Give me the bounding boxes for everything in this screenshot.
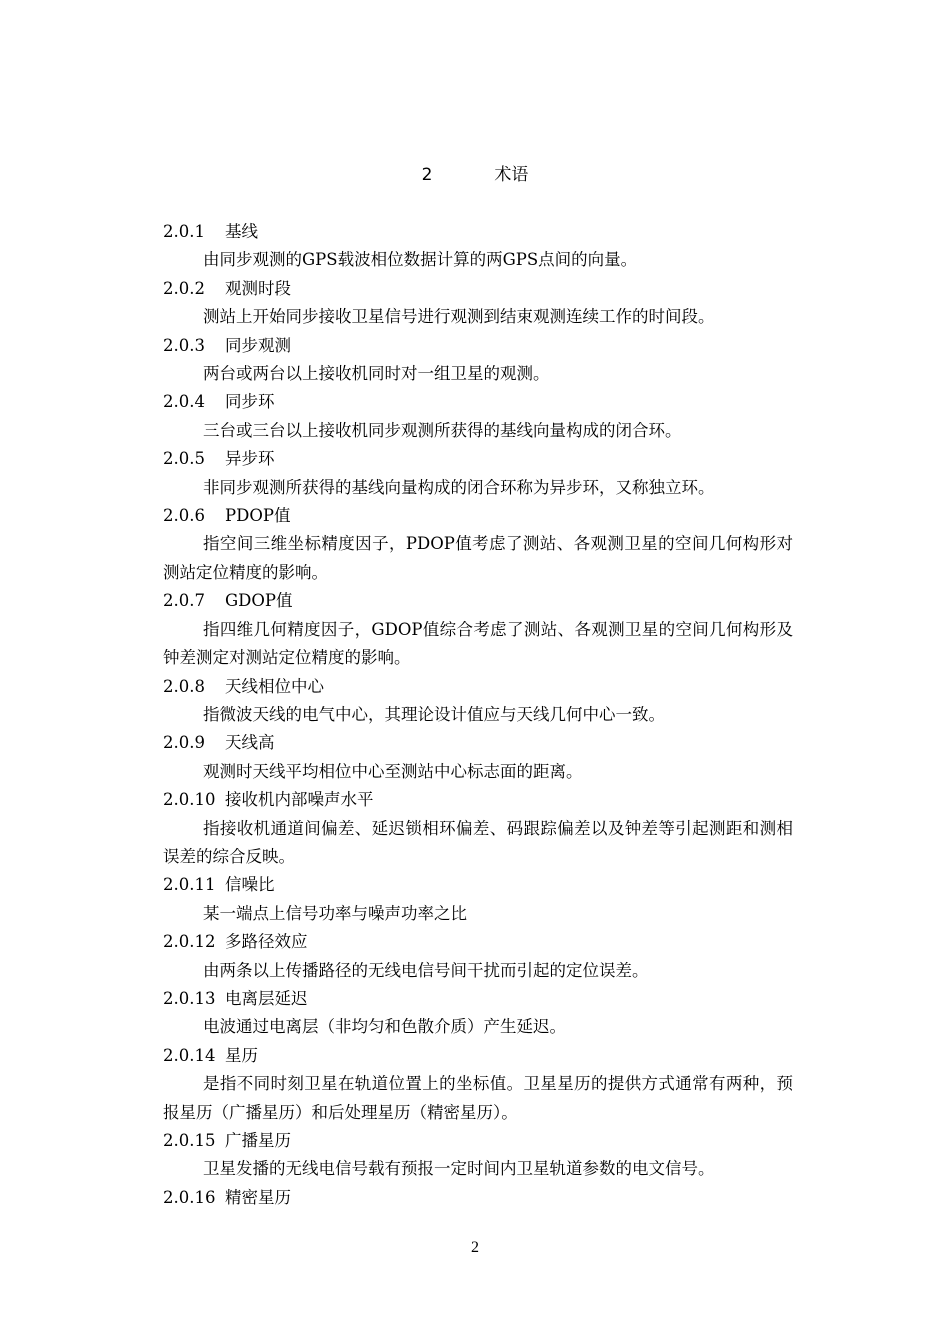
term-code: 2.0.2 [163,278,205,298]
term-heading [163,928,793,956]
term-entry [163,786,793,871]
term-name: 信噪比 [225,875,275,895]
term-entry [163,218,793,275]
term-entry [163,388,793,445]
term-definition: 非同步观测所获得的基线向量构成的闭合环称为异步环，又称独立环。 [203,477,715,497]
chapter-title: 术语 [494,165,529,185]
term-definition: 指接收机通道间偏差、延迟锁相环偏差、码跟踪偏差以及钟差等引起测距和测相误差的综合反映。 [163,818,793,866]
term-name: 精密星历 [225,1187,291,1207]
term-definition: 卫星发播的无线电信号载有预报一定时间内卫星轨道参数的电文信号。 [203,1159,715,1179]
term-code: 2.0.5 [163,449,205,469]
term-definition: 测站上开始同步接收卫星信号进行观测到结束观测连续工作的时间段。 [203,307,715,327]
term-name: 观测时段 [225,278,291,298]
page-number: 2 [471,1239,479,1256]
term-code: 2.0.3 [163,335,205,355]
term-heading [163,871,793,899]
term-definition: 观测时天线平均相位中心至测站中心标志面的距离。 [203,761,583,781]
term-definition: 电波通过电离层（非均匀和色散介质）产生延迟。 [203,1017,566,1037]
term-name: 同步观测 [225,335,291,355]
term-heading [163,786,793,814]
term-heading [163,388,793,416]
term-heading [163,673,793,701]
term-heading [163,1184,793,1212]
term-code: 2.0.14 [163,1045,216,1065]
term-code: 2.0.9 [163,733,205,753]
term-code: 2.0.16 [163,1187,216,1207]
term-code: 2.0.13 [163,988,216,1008]
term-entry [163,332,793,389]
term-definition: 是指不同时刻卫星在轨道位置上的坐标值。卫星星历的提供方式通常有两种，预报星历（广播星历）和后处理星历（精密星历）。 [163,1074,793,1122]
term-entry [163,445,793,502]
term-heading [163,218,793,246]
term-name: 多路径效应 [225,932,308,952]
term-definition: 指四维几何精度因子，GDOP值综合考虑了测站、各观测卫星的空间几何构形及钟差测定对测站定位精度的影响。 [163,619,793,668]
term-entry [163,871,793,928]
term-heading [163,1042,793,1070]
term-entry [163,1127,793,1184]
term-code: 2.0.12 [163,932,216,952]
term-heading [163,587,793,615]
term-name: PDOP值 [225,506,291,526]
term-entry [163,928,793,985]
term-definition: 某一端点上信号功率与噪声功率之比 [203,903,467,923]
term-heading [163,445,793,473]
term-name: 异步环 [225,449,275,469]
term-name: 广播星历 [225,1131,291,1150]
term-name: 星历 [225,1045,258,1065]
term-definition: 指空间三维坐标精度因子，PDOP值考虑了测站、各观测卫星的空间几何构形对测站定位精度的影响。 [163,534,793,582]
term-name: 同步环 [225,392,275,412]
term-entry [163,985,793,1042]
term-heading [163,729,793,757]
term-heading [163,1127,793,1155]
term-code: 2.0.7 [163,591,205,611]
term-entry [163,1184,793,1212]
term-code: 2.0.4 [163,392,205,412]
term-entry [163,502,793,587]
term-code: 2.0.10 [163,790,216,810]
term-heading [163,275,793,303]
terms-list [163,218,793,1212]
term-name: 天线相位中心 [225,676,324,696]
chapter-heading [0,162,950,188]
term-entry [163,673,793,730]
term-entry [163,587,793,672]
term-name: 电离层延迟 [225,988,308,1008]
term-name: 接收机内部噪声水平 [225,790,374,810]
term-name: GDOP值 [225,591,293,611]
term-code: 2.0.1 [163,222,205,241]
term-code: 2.0.11 [163,875,216,895]
term-heading [163,985,793,1013]
term-name: 基线 [225,222,258,241]
term-heading [163,502,793,530]
term-code: 2.0.15 [163,1131,216,1150]
term-definition: 三台或三台以上接收机同步观测所获得的基线向量构成的闭合环。 [203,420,682,440]
term-heading [163,332,793,360]
term-definition: 两台或两台以上接收机同时对一组卫星的观测。 [203,364,550,384]
term-definition: 由两条以上传播路径的无线电信号间干扰而引起的定位误差。 [203,960,649,980]
term-entry [163,275,793,332]
term-entry [163,1042,793,1127]
term-code: 2.0.6 [163,506,205,526]
term-definition: 由同步观测的GPS载波相位数据计算的两GPS点间的向量。 [203,250,638,270]
term-definition: 指微波天线的电气中心，其理论设计值应与天线几何中心一致。 [203,704,665,724]
term-entry [163,729,793,786]
term-code: 2.0.8 [163,676,205,696]
chapter-number: 2 [421,165,433,185]
term-name: 天线高 [225,733,275,753]
